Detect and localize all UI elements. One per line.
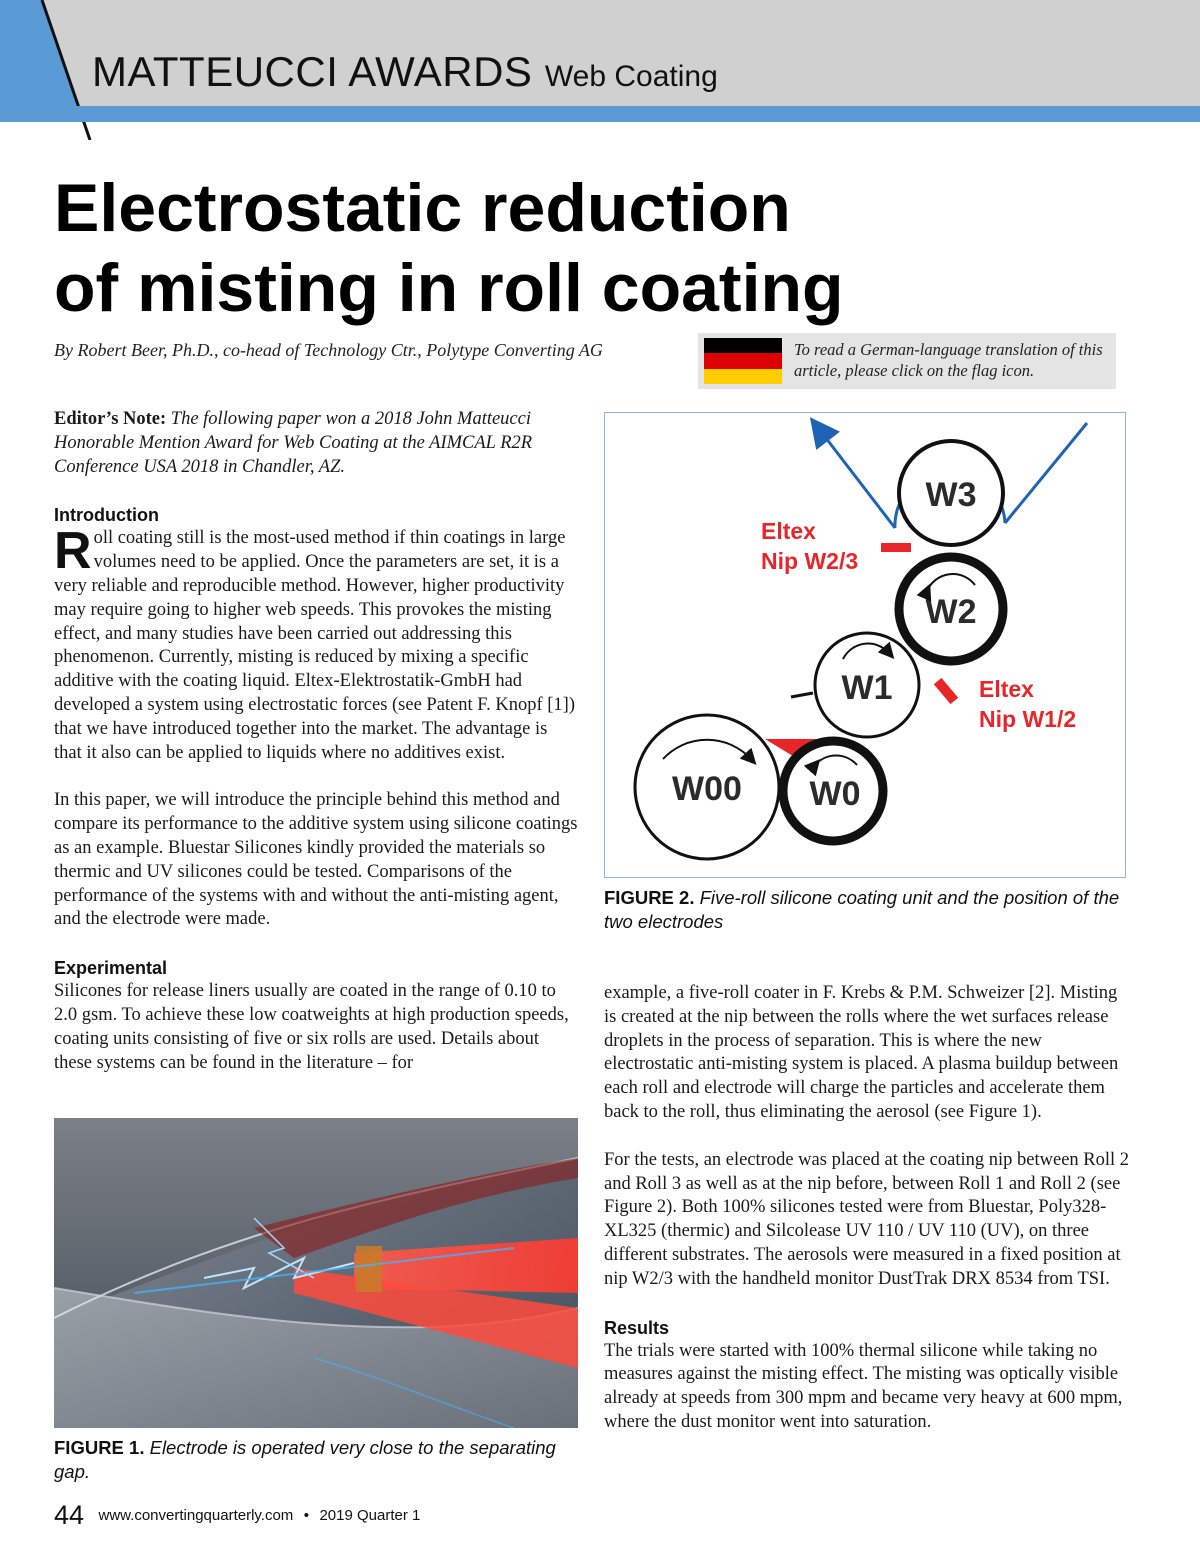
- svg-text:W0: W0: [809, 775, 861, 813]
- roll-w0: [783, 741, 883, 841]
- section-name: MATTEUCCI AWARDS: [92, 48, 533, 95]
- footer-separator: •: [303, 1507, 310, 1524]
- subsection-name: Web Coating: [544, 60, 718, 93]
- figure-1-label: FIGURE 1.: [54, 1437, 145, 1458]
- svg-text:W3: W3: [925, 476, 977, 514]
- introduction-paragraph-2: In this paper, we will introduce the principle behind this method and compare its performance to the additive system using silicone coatings as an example. Bluestar Silicones kindly provided the materials so thermic and UV silicones could be tested. Comparisons of the performance of the systems with and without the anti-misting agent, and the electrode were made.: [54, 790, 578, 930]
- figure-1-caption-text: Electrode is operated very close to the separating gap.: [54, 1437, 556, 1482]
- figure-2-caption: [604, 886, 1124, 933]
- svg-text:Nip W1/2: Nip W1/2: [979, 706, 1077, 732]
- editors-note-label: Editor’s Note:: [54, 409, 167, 429]
- website-link[interactable]: www.convertingquarterly.com: [98, 1507, 294, 1524]
- figure-1-caption: [54, 1436, 578, 1483]
- roll-coater-diagram: [605, 413, 1125, 877]
- results-heading: Results: [604, 1317, 670, 1338]
- header-stripe: [0, 106, 1200, 122]
- title-line-2: of misting in roll coating: [54, 250, 844, 326]
- electrode-w1-w2: [934, 678, 958, 704]
- experimental-paragraph-2: For the tests, an electrode was placed at the coating nip between Roll 2 and Roll 3 as well as at the nip before, between Roll 1 and Roll 2 (see Figure 2). Both 100% silicones tested were from Bluestar, Poly328-XL325 (thermic) and Silcolease UV 110 / UV 110 (UV), on three different substrates. The aerosols were measured in a fixed position at nip W2/3 with the handheld monitor DustTrak DRX 8534 from TSI.: [604, 1149, 1130, 1289]
- figure-2-caption-text: Five-roll silicone coating unit and the position of the two electrodes: [604, 887, 1120, 932]
- label-nip-w1-w2: [979, 676, 1076, 732]
- roll-w1: [791, 633, 919, 737]
- section-title: [92, 48, 718, 96]
- svg-text:Eltex: Eltex: [761, 518, 816, 544]
- editors-note: [54, 408, 578, 479]
- web-in-arrow: [819, 429, 895, 528]
- svg-text:Eltex: Eltex: [979, 676, 1034, 702]
- label-nip-w2-w3: [761, 518, 858, 574]
- page-footer: [54, 1500, 420, 1531]
- title-line-1: Electrostatic reduction: [54, 170, 791, 246]
- roll-w3: [899, 441, 1003, 545]
- translation-notice: [698, 333, 1116, 389]
- electrode-rendering: [54, 1118, 578, 1428]
- roll-w2: [899, 557, 1003, 661]
- byline: By Robert Beer, Ph.D., co-head of Technology Ctr., Polytype Converting AG: [54, 340, 603, 360]
- svg-text:W00: W00: [672, 770, 742, 808]
- drop-cap: R: [54, 522, 92, 581]
- german-flag-icon[interactable]: [704, 338, 782, 384]
- experimental-paragraph-1b: example, a five-roll coater in F. Krebs & P.M. Schweizer [2]. Misting is created at the nip between the rolls where the wet surfaces release droplets in the process of separation. This is where the new electrostatic anti-misting system is placed. A plasma buildup between each roll and electrode will charge the particles and accelerate them back to the roll, thus eliminating the aerosol (see Figure 1).: [604, 983, 1119, 1122]
- introduction-text-1: oll coating still is the most-used method if thin coatings in large volumes need to be applied. Once the parameters are set, it is a very reliable and reproducible method. However, higher productivity may require going to higher web speeds. This provokes the misting effect, and many studies have been carried out addressing this phenomenon. Currently, misting is reduced by mixing a specific additive with the coating liquid. Eltex-Elektrostatik-GmbH had developed a system using electrostatic forces (see Patent F. Knopf [1]) that we have introduced together into the market. The advantage is that it also can be applied to liquids where no additives exist.: [54, 528, 575, 763]
- article-title: [54, 168, 1054, 328]
- electrode-w2-w3: [881, 543, 911, 552]
- section-header: [0, 0, 1200, 108]
- editors-note-text: The following paper won a 2018 John Matteucci Honorable Mention Award for Web Coating at the AIMCAL R2R Conference USA 2018 in Chandler, AZ.: [54, 409, 533, 477]
- svg-text:W1: W1: [841, 669, 893, 707]
- figure-2-label: FIGURE 2.: [604, 887, 695, 908]
- left-column: [54, 408, 578, 1075]
- figure-1-image: [54, 1118, 578, 1428]
- svg-text:W2: W2: [925, 593, 977, 631]
- roll-w00: [635, 715, 779, 859]
- web-out-line: [1005, 423, 1087, 523]
- right-column: [604, 982, 1130, 1435]
- figure-2-diagram: [604, 412, 1126, 878]
- introduction-paragraph-1: [54, 522, 578, 765]
- issue-label: 2019 Quarter 1: [319, 1507, 421, 1524]
- experimental-paragraph-1a: Silicones for release liners usually are coated in the range of 0.10 to 2.0 gsm. To achieve these low coatweights at high production speeds, coating units consisting of five or six rolls are used. Details about these systems can be found in the literature – for: [54, 981, 569, 1073]
- translation-text: To read a German-language translation of this article, please click on the flag icon.: [794, 340, 1103, 380]
- experimental-heading: Experimental: [54, 958, 168, 979]
- results-paragraph-1: The trials were started with 100% thermal silicone while taking no measures against the misting effect. The misting was optically visible already at speeds from 300 mpm and became very heavy at 600 mpm, where the dust monitor went into saturation.: [604, 1340, 1123, 1432]
- svg-text:Nip W2/3: Nip W2/3: [761, 548, 859, 574]
- introduction-heading: Introduction: [54, 505, 159, 526]
- page-number: 44: [54, 1500, 85, 1530]
